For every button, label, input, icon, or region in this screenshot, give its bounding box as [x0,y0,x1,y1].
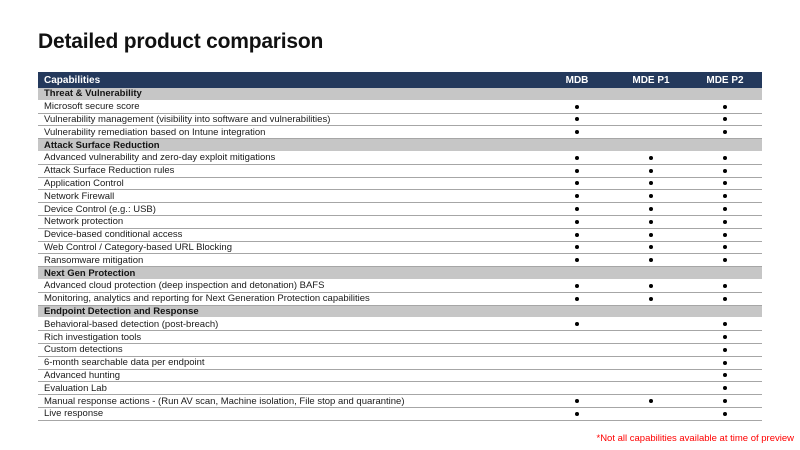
dot-cell [540,207,614,211]
table-row [38,152,762,165]
table-header-row [38,72,762,88]
dot-cell [540,297,614,301]
row-label: Web Control / Category-based URL Blocking [44,241,232,253]
footnote: *Not all capabilities available at time of preview [596,433,794,444]
dot-cell [688,105,762,109]
bullet-dot-icon [723,130,727,134]
dot-cell [688,412,762,416]
dot-cell [614,233,688,237]
bullet-dot-icon [649,258,653,262]
dot-cell [688,284,762,288]
dot-cell [540,322,614,326]
dot-cell [688,156,762,160]
dot-cell [614,194,688,198]
dot-cell [540,117,614,121]
bullet-dot-icon [575,233,579,237]
section-row [38,267,762,280]
column-header-mde-p1: MDE P1 [632,74,670,86]
dot-cell [540,245,614,249]
bullet-dot-icon [723,361,727,365]
row-label: Application Control [44,177,124,189]
section-row [38,306,762,319]
bullet-dot-icon [575,322,579,326]
dot-cell [540,130,614,134]
row-label: Advanced cloud protection (deep inspection and detonation) BAFS [44,280,325,292]
row-label: Monitoring, analytics and reporting for Next Generation Protection capabilities [44,293,370,305]
row-label: Endpoint Detection and Response [44,305,199,317]
column-header-mdb: MDB [565,74,589,86]
table-row [38,357,762,370]
bullet-dot-icon [723,373,727,377]
dot-cell [688,322,762,326]
table-row [38,382,762,395]
dot-cell [614,220,688,224]
section-row [38,88,762,101]
column-header-mde-p2: MDE P2 [706,74,744,86]
table-row [38,408,762,421]
dot-cell [688,335,762,339]
row-label: Advanced hunting [44,369,121,381]
dot-cell [688,194,762,198]
bullet-dot-icon [649,399,653,403]
bullet-dot-icon [723,105,727,109]
table-row [38,331,762,344]
bullet-dot-icon [723,156,727,160]
bullet-dot-icon [575,245,579,249]
bullet-dot-icon [723,258,727,262]
bullet-dot-icon [575,105,579,109]
dot-cell [540,156,614,160]
section-row [38,139,762,152]
bullet-dot-icon [575,194,579,198]
row-label: Live response [44,408,104,420]
bullet-dot-icon [575,220,579,224]
dot-cell [540,412,614,416]
dot-cell [614,258,688,262]
bullet-dot-icon [575,399,579,403]
bullet-dot-icon [723,348,727,352]
bullet-dot-icon [575,117,579,121]
dot-cell [614,156,688,160]
page-title: Detailed product comparison [38,30,324,53]
bullet-dot-icon [649,284,653,288]
row-label: Network Firewall [44,190,115,202]
dot-cell [688,348,762,352]
row-label: Manual response actions - (Run AV scan, Machine isolation, File stop and quarantine) [44,395,405,407]
table-row [38,126,762,139]
bullet-dot-icon [649,194,653,198]
row-label: Device-based conditional access [44,229,183,241]
header-capabilities-label: Capabilities [44,74,101,86]
bullet-dot-icon [723,117,727,121]
bullet-dot-icon [723,297,727,301]
dot-cell [614,245,688,249]
row-label: 6-month searchable data per endpoint [44,357,205,369]
table-row [38,254,762,267]
dot-cell [688,361,762,365]
dot-cell [688,297,762,301]
dot-cell [614,297,688,301]
row-label: Custom detections [44,344,123,356]
bullet-dot-icon [649,181,653,185]
bullet-dot-icon [723,169,727,173]
bullet-dot-icon [575,207,579,211]
dot-cell [540,284,614,288]
bullet-dot-icon [575,156,579,160]
dot-cell [614,169,688,173]
dot-cell [688,207,762,211]
dot-cell [688,245,762,249]
bullet-dot-icon [575,130,579,134]
dot-cell [540,105,614,109]
bullet-dot-icon [723,284,727,288]
bullet-dot-icon [575,284,579,288]
bullet-dot-icon [723,412,727,416]
table-row [38,114,762,127]
dot-cell [614,399,688,403]
row-label: Vulnerability management (visibility into software and vulnerabilities) [44,113,331,125]
dot-cell [688,386,762,390]
dot-cell [688,220,762,224]
row-label: Attack Surface Reduction [44,139,160,151]
row-label: Network protection [44,216,124,228]
bullet-dot-icon [649,207,653,211]
bullet-dot-icon [649,245,653,249]
table-row [38,370,762,383]
table-row [38,229,762,242]
dot-cell [688,373,762,377]
bullet-dot-icon [649,297,653,301]
row-label: Device Control (e.g.: USB) [44,203,156,215]
bullet-dot-icon [723,194,727,198]
dot-cell [688,233,762,237]
dot-cell [688,169,762,173]
dot-cell [614,181,688,185]
bullet-dot-icon [649,169,653,173]
table-row [38,318,762,331]
bullet-dot-icon [575,297,579,301]
bullet-dot-icon [575,181,579,185]
dot-cell [540,258,614,262]
dot-cell [540,181,614,185]
row-label: Advanced vulnerability and zero-day exploit mitigations [44,152,276,164]
table-row [38,344,762,357]
dot-cell [688,117,762,121]
bullet-dot-icon [575,258,579,262]
bullet-dot-icon [723,335,727,339]
table-row [38,165,762,178]
row-label: Vulnerability remediation based on Intune integration [44,126,266,138]
bullet-dot-icon [649,156,653,160]
row-label: Attack Surface Reduction rules [44,165,175,177]
row-label: Behavioral-based detection (post-breach) [44,318,219,330]
table-row [38,190,762,203]
dot-cell [614,207,688,211]
row-label: Threat & Vulnerability [44,88,142,100]
bullet-dot-icon [723,207,727,211]
bullet-dot-icon [723,233,727,237]
bullet-dot-icon [723,386,727,390]
row-label: Ransomware mitigation [44,254,144,266]
dot-cell [540,220,614,224]
table-row [38,293,762,306]
row-label: Evaluation Lab [44,382,107,394]
table-row [38,178,762,191]
bullet-dot-icon [723,322,727,326]
bullet-dot-icon [649,220,653,224]
bullet-dot-icon [723,181,727,185]
bullet-dot-icon [723,399,727,403]
bullet-dot-icon [723,245,727,249]
dot-cell [540,169,614,173]
dot-cell [540,233,614,237]
bullet-dot-icon [575,412,579,416]
row-label: Next Gen Protection [44,267,136,279]
table-row [38,395,762,408]
bullet-dot-icon [575,169,579,173]
table-row [38,242,762,255]
dot-cell [540,194,614,198]
row-label: Microsoft secure score [44,101,140,113]
dot-cell [688,181,762,185]
dot-cell [688,399,762,403]
row-label: Rich investigation tools [44,331,142,343]
table-row [38,203,762,216]
table-row [38,216,762,229]
table-row [38,280,762,293]
bullet-dot-icon [649,233,653,237]
dot-cell [614,284,688,288]
table-body [38,88,762,421]
dot-cell [688,130,762,134]
comparison-table [38,72,762,421]
bullet-dot-icon [723,220,727,224]
dot-cell [540,399,614,403]
table-row [38,101,762,114]
dot-cell [688,258,762,262]
